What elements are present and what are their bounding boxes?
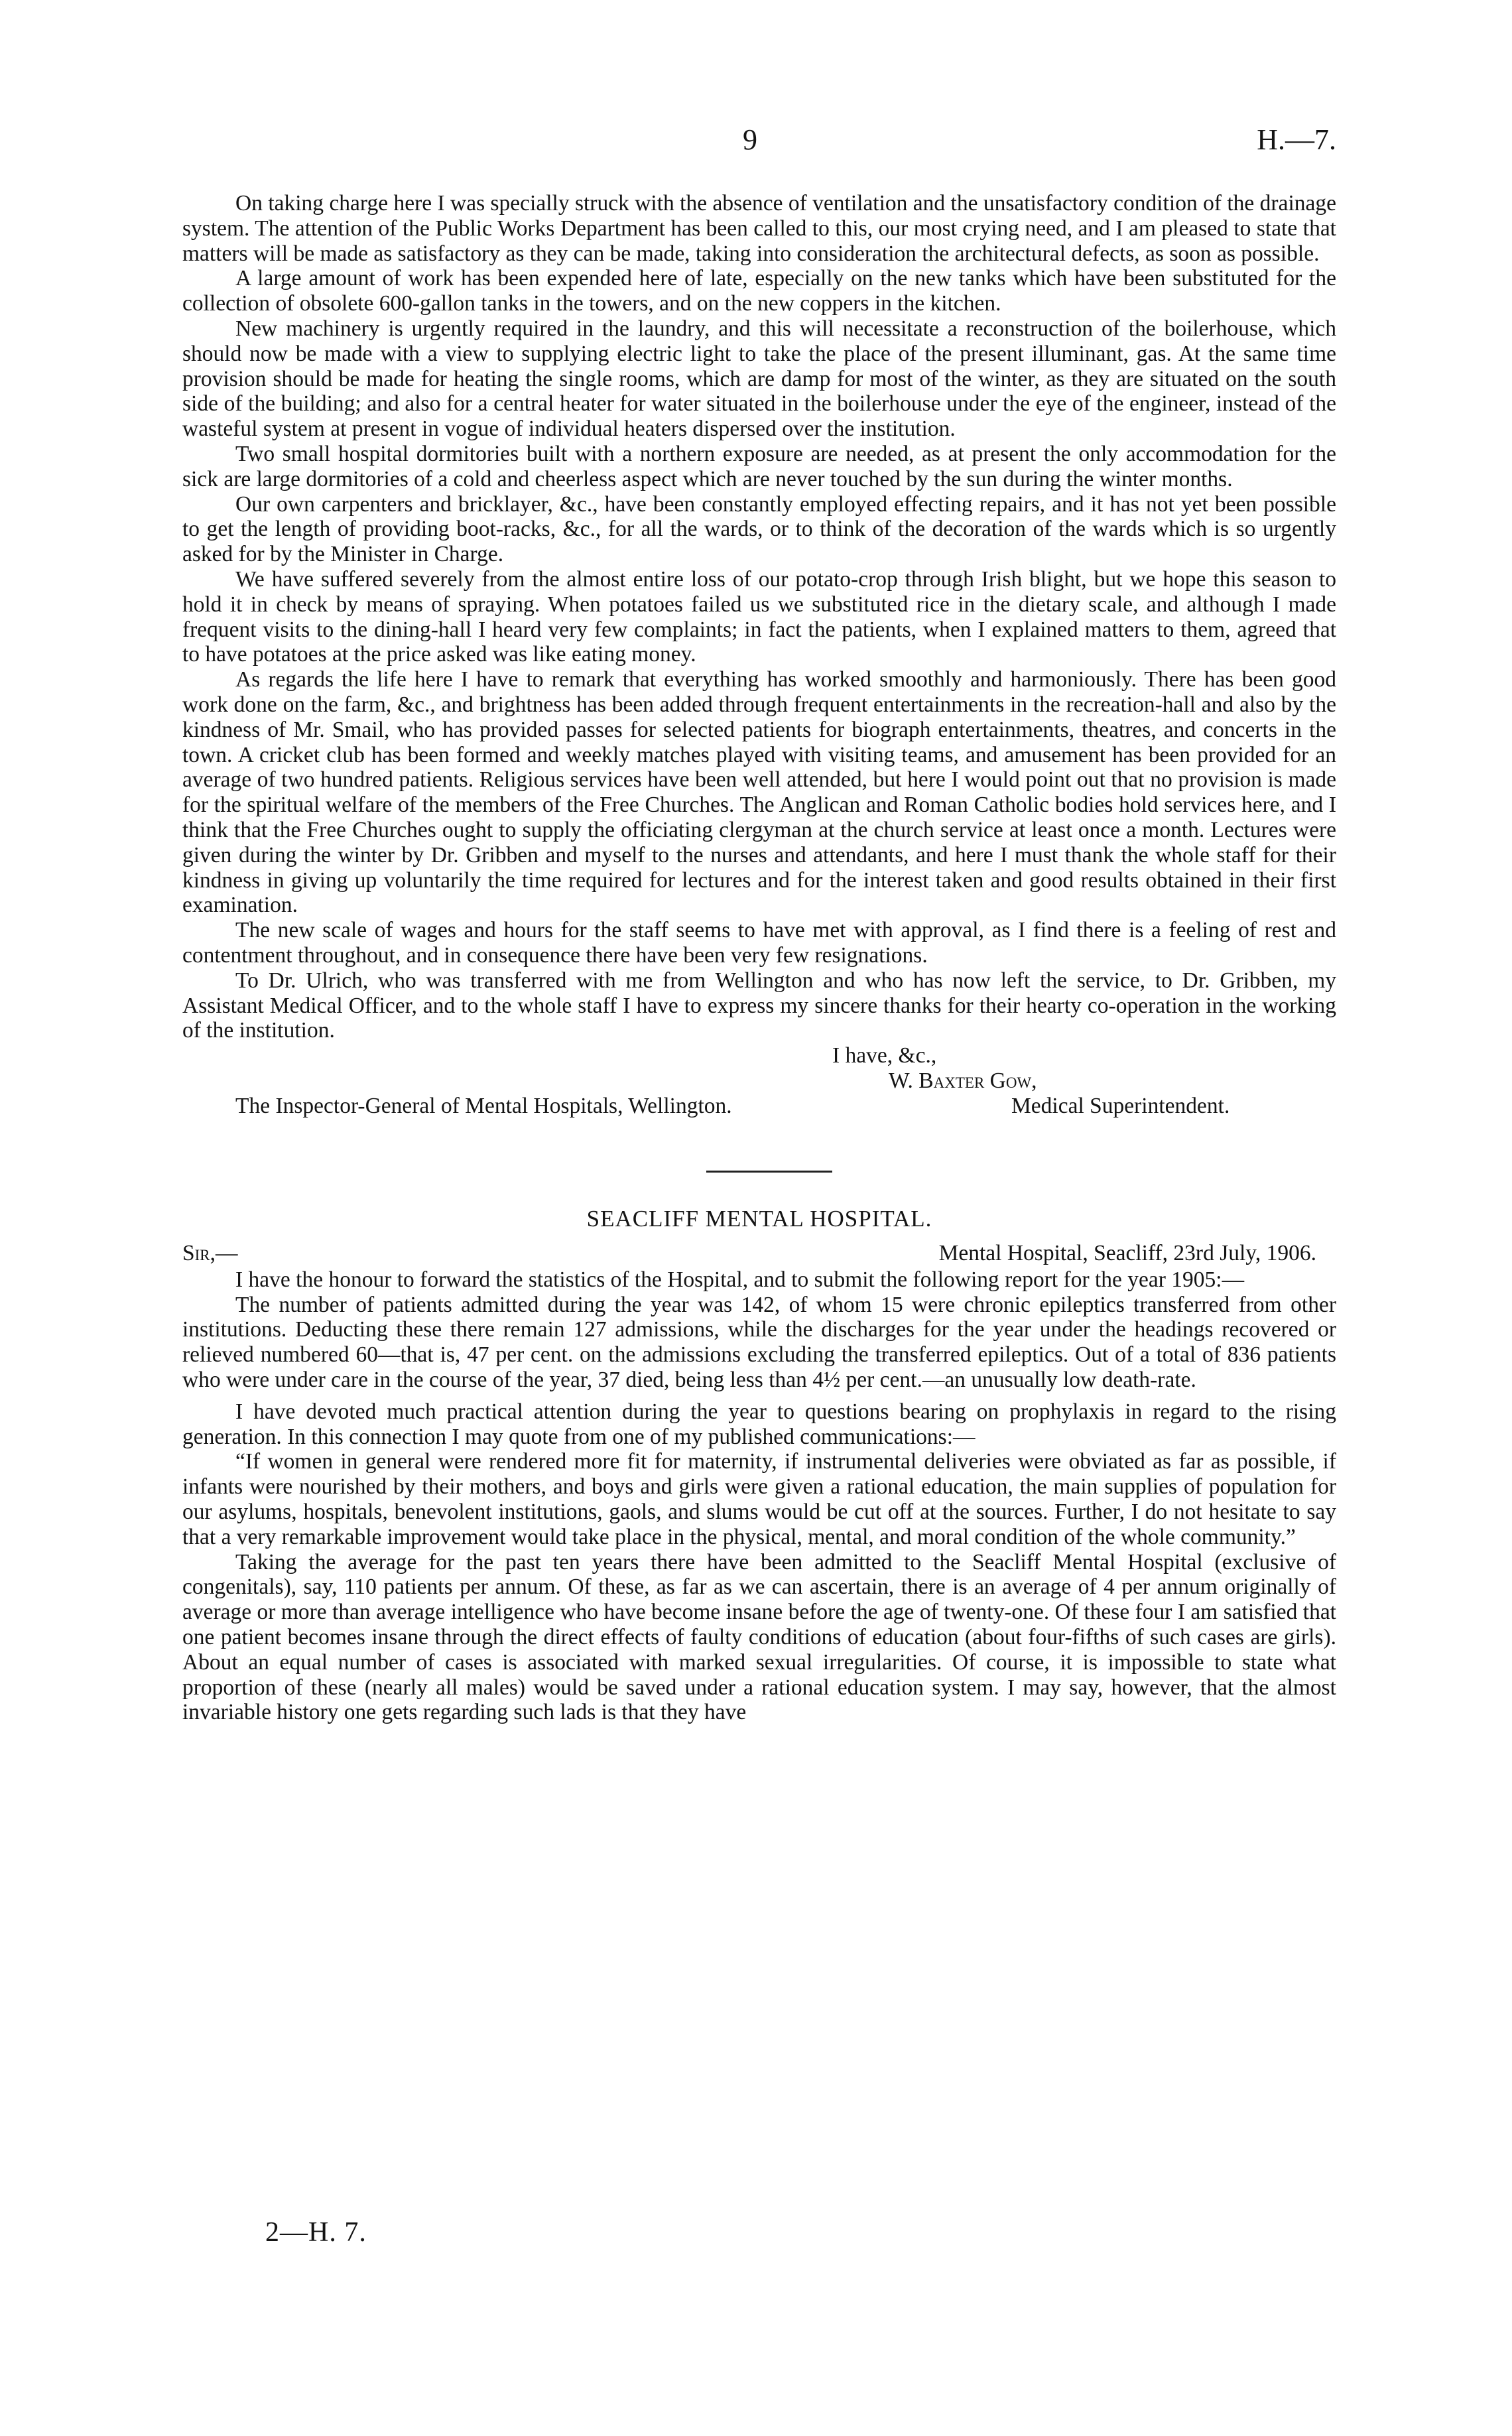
paragraph: To Dr. Ulrich, who was transferred with me from Wellington and who has now left the service, to Dr. Gribben, my Assistant Medical Officer, and to the whole staff I have to express my sincere thanks for their hearty co-operation in the working of the institution. bbox=[182, 968, 1336, 1043]
paragraph: I have devoted much practical attention during the year to questions bearing on prophylaxis in regard to the rising generation. In this connection I may quote from one of my published communications:— bbox=[182, 1399, 1336, 1449]
signature-block bbox=[182, 1043, 1336, 1144]
page-number: 9 bbox=[743, 123, 757, 156]
addressee-line: The Inspector-General of Mental Hospitals, Wellington. bbox=[235, 1094, 732, 1119]
salutation: Sir,— bbox=[182, 1240, 238, 1265]
signatory-title: Medical Superintendent. bbox=[1011, 1094, 1230, 1119]
paragraph: The number of patients admitted during the year was 142, of whom 15 were chronic epileptics transferred from other institutions. Deducting these there remain 127 admissions, while the discharges for the year under the headings recovered or relieved numbered 60—that is, 47 per cent. on the admissions excluding the transferred epileptics. Out of a total of 836 patients who were under care in the course of the year, 37 died, being less than 4½ per cent.—an unusually low death-rate. bbox=[182, 1292, 1336, 1393]
closing-line: I have, &c., bbox=[832, 1043, 937, 1068]
report-body bbox=[182, 191, 1336, 1725]
salutation-line bbox=[182, 1241, 1336, 1267]
paragraph-gap bbox=[182, 1393, 1336, 1399]
section-title: SEACLIFF MENTAL HOSPITAL. bbox=[586, 1206, 932, 1232]
paragraph: As regards the life here I have to remark that everything has worked smoothly and harmoniously. There has been good work done on the farm, &c., and brightness has been added through frequent entertainments in the recreation-hall and also by the kindness of Mr. Smail, who has provided passes for selected patients for biograph entertainments, theatres, and concerts in the town. A cricket club has been formed and weekly matches played with visiting teams, and amusement has been provided for an average of two hundred patients. Religious services have been well attended, but here I would point out that no provision is made for the spiritual welfare of the members of the Free Churches. The Anglican and Roman Catholic bodies hold services here, and I think that the Free Churches ought to supply the officiating clergyman at the church service at least once a month. Lectures were given during the winter by Dr. Gribben and myself to the nurses and attendants, and here I must thank the whole staff for their kindness in giving up voluntarily the time required for lectures and for the interest taken and good results obtained in their first examination. bbox=[182, 667, 1336, 918]
address-date: Mental Hospital, Seacliff, 23rd July, 1906. bbox=[938, 1240, 1316, 1265]
paragraph: A large amount of work has been expended here of late, especially on the new tanks which have been substituted for the collection of obsolete 600-gallon tanks in the towers, and on the new coppers in the kitchen. bbox=[182, 266, 1336, 316]
paragraph: We have suffered severely from the almost entire loss of our potato-crop through Irish blight, but we hope this season to hold it in check by means of spraying. When potatoes failed us we substituted rice in the dietary scale, and although I made frequent visits to the dining-hall I heard very few complaints; in fact the patients, when I explained matters to them, agreed that to have potatoes at the price asked was like eating money. bbox=[182, 566, 1336, 667]
sheet-reference: 2—H. 7. bbox=[265, 2217, 367, 2248]
divider-rule bbox=[706, 1171, 832, 1173]
paragraph: Taking the average for the past ten years there have been admitted to the Seacliff Mental Hospital (exclusive of congenitals), say, 110 patients per annum. Of these, as far as we can ascertain, there is an average of 4 per annum originally of average or more than average intelligence who have become insane before the age of twenty-one. Of these four I am satisfied that one patient becomes insane through the direct effects of faulty conditions of education (about four-fifths of such cases are girls). About an equal number of cases is associated with marked sexual irregularities. Of course, it is impossible to state what proportion of these (nearly all males) would be saved under a rational education system. I may say, however, that the almost invariable history one gets regarding such lads is that they have bbox=[182, 1549, 1336, 1725]
paragraph: The new scale of wages and hours for the staff seems to have met with approval, as I find there is a feeling of rest and contentment throughout, and in consequence there have been very few resignations. bbox=[182, 918, 1336, 968]
paragraph: I have the honour to forward the statistics of the Hospital, and to submit the following report for the year 1905:— bbox=[235, 1267, 1245, 1292]
signatory-name: W. Baxter Gow, bbox=[889, 1068, 1037, 1094]
page-header bbox=[0, 123, 1512, 162]
paragraph: New machinery is urgently required in the laundry, and this will necessitate a reconstruction of the boilerhouse, which should now be made with a view to supplying electric light to take the place of the present illuminant, gas. At the same time provision should be made for heating the single rooms, which are damp for most of the winter, as they are situated on the south side of the building; and also for a central heater for water situated in the boilerhouse under the eye of the engineer, instead of the wasteful system at present in vogue of individual heaters dispersed over the institution. bbox=[182, 316, 1336, 442]
section-divider bbox=[182, 1144, 1336, 1202]
document-reference: H.—7. bbox=[1257, 123, 1336, 156]
paragraph: Our own carpenters and bricklayer, &c., have been constantly employed effecting repairs, and it has not yet been possible to get the length of providing boot-racks, &c., for all the wards, or to think of the decoration of the wards which is so urgently asked for by the Minister in Charge. bbox=[182, 491, 1336, 567]
paragraph: Two small hospital dormitories built with a northern exposure are needed, as at present the only accommodation for the sick are large dormitories of a cold and cheerless aspect which are never touched by the sun during the winter months. bbox=[182, 441, 1336, 491]
quotation-paragraph: “If women in general were rendered more fit for maternity, if instrumental deliveries were obviated as far as possible, if infants were nourished by their mothers, and boys and girls were given a rational education, the main supplies of population for our asylums, hospitals, benevolent institutions, gaols, and slums would be cut off at the sources. Further, I do not hesitate to say that a very remarkable improvement would take place in the physical, mental, and moral condition of the whole community.” bbox=[182, 1449, 1336, 1549]
paragraph: On taking charge here I was specially struck with the absence of ventilation and the unsatisfactory condition of the drainage system. The attention of the Public Works Department has been called to this, our most crying need, and I am pleased to state that matters will be made as satisfactory as they can be made, taking into consideration the architectural defects, as soon as possible. bbox=[182, 191, 1336, 266]
